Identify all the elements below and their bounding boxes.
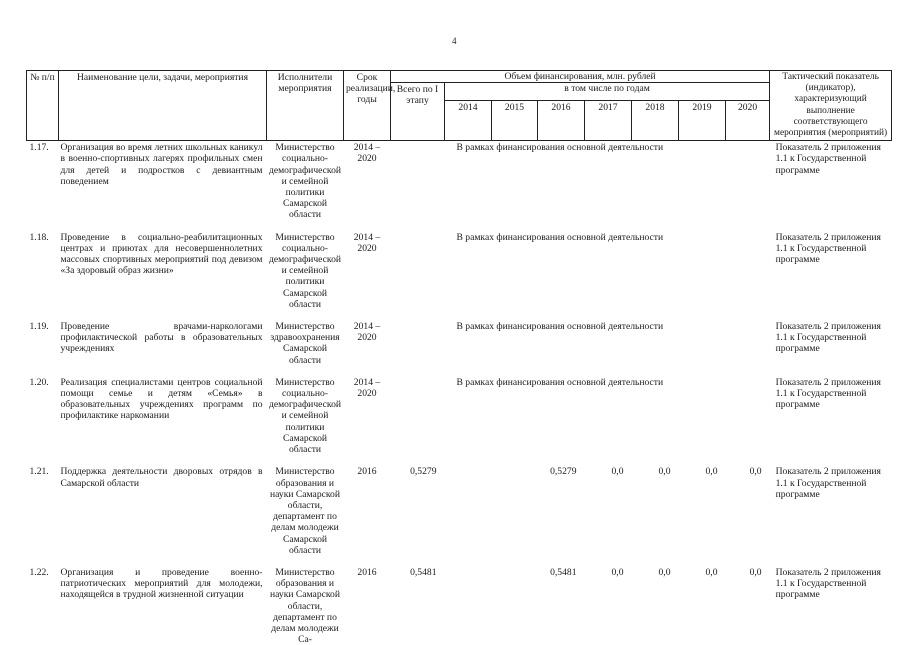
row-year-value xyxy=(445,566,492,645)
row-term: 2016 xyxy=(357,466,377,478)
table-row xyxy=(27,231,892,320)
row-year-value: 0,5279 xyxy=(550,466,577,478)
row-year-value: 0,0 xyxy=(705,466,718,478)
row-financing-note: В рамках финансирования основной деятельности xyxy=(456,321,664,333)
col-byyear-header: в том числе по годам xyxy=(445,83,770,101)
row-number: 1.17. xyxy=(29,142,49,154)
table-row xyxy=(27,376,892,465)
year-header: 2019 xyxy=(679,101,726,141)
page-number: 4 xyxy=(452,36,457,46)
row-term: 2014 – 2020 xyxy=(353,231,381,254)
table-row xyxy=(27,141,892,231)
row-number: 1.20. xyxy=(29,376,49,388)
row-name: Проведение в социально-реабилитационных центрах и приютах для несовершеннолетних массовых спортивных мероприятий под девизом «За здоровый образ жизни» xyxy=(60,231,263,277)
row-executor: Министерство социально-демографической и семейной политики Самарской области xyxy=(268,231,342,310)
row-financing-note: В рамках финансирования основной деятельности xyxy=(456,376,664,388)
row-executor: Министерство социально-демографической и семейной политики Самарской области xyxy=(268,142,342,221)
row-year-value: 0,0 xyxy=(749,566,762,578)
col-term-header: Срок реализации, годы xyxy=(344,71,391,141)
table-row xyxy=(27,320,892,376)
year-header: 2015 xyxy=(492,101,538,141)
row-term: 2014 – 2020 xyxy=(353,321,381,344)
program-table xyxy=(26,70,892,645)
row-executor: Министерство образования и науки Самарской области, департамент по делам молодежи Самарской области xyxy=(270,466,340,556)
row-executor: Министерство здравоохранения Самарской области xyxy=(270,321,340,366)
row-financing-note: В рамках финансирования основной деятельности xyxy=(456,142,664,154)
year-header: 2018 xyxy=(632,101,679,141)
col-executor-header: Исполнители мероприятия xyxy=(267,71,344,141)
row-term: 2016 xyxy=(357,566,377,578)
row-indicator: Показатель 2 приложения 1.1 к Государственной программе xyxy=(775,231,881,266)
year-header: 2017 xyxy=(585,101,632,141)
row-indicator: Показатель 2 приложения 1.1 к Государственной программе xyxy=(775,142,881,176)
year-header: 2014 xyxy=(445,101,492,141)
row-year-value: 0,0 xyxy=(749,466,762,478)
table-row xyxy=(27,566,892,645)
row-indicator: Показатель 2 приложения 1.1 к Государственной программе xyxy=(775,376,881,411)
col-number-header: № п/п xyxy=(27,71,59,141)
row-number: 1.19. xyxy=(29,321,49,333)
row-term: 2014 – 2020 xyxy=(353,376,381,400)
col-financing-header: Объем финансирования, млн. рублей xyxy=(391,71,770,83)
row-executor: Министерство социально-демографической и семейной политики Самарской области xyxy=(268,376,342,456)
row-year-value xyxy=(492,566,538,645)
row-year-value xyxy=(492,465,538,566)
row-indicator: Показатель 2 приложения 1.1 к Государственной программе xyxy=(775,566,881,601)
row-financing-note: В рамках финансирования основной деятельности xyxy=(456,231,664,243)
row-number: 1.22. xyxy=(29,566,49,578)
table-row xyxy=(27,465,892,566)
row-number: 1.18. xyxy=(29,231,49,243)
col-indicator-header: Тактический показатель (индикатор), характеризующий выполнение соответствующего мероприятия (мероприятий) xyxy=(770,71,892,141)
row-total: 0,5279 xyxy=(410,466,437,478)
row-year-value: 0,5481 xyxy=(550,566,577,578)
row-number: 1.21. xyxy=(29,466,49,478)
row-indicator: Показатель 2 приложения 1.1 к Государственной программе xyxy=(775,321,881,355)
row-name: Организация и проведение военно-патриотических мероприятий для молодежи, находящейся в трудной жизненной ситуации xyxy=(60,566,263,601)
row-term: 2014 – 2020 xyxy=(353,142,381,165)
row-name: Проведение врачами-наркологами профилактической работы в образовательных учреждениях xyxy=(60,321,263,355)
year-header: 2016 xyxy=(538,101,585,141)
row-year-value: 0,0 xyxy=(658,566,671,578)
col-name-header: Наименование цели, задачи, мероприятия xyxy=(59,71,267,141)
row-year-value: 0,0 xyxy=(705,566,718,578)
row-name: Поддержка деятельности дворовых отрядов в Самарской области xyxy=(60,466,263,489)
year-header: 2020 xyxy=(726,101,770,141)
row-indicator: Показатель 2 приложения 1.1 к Государственной программе xyxy=(775,466,881,500)
row-year-value: 0,0 xyxy=(658,466,671,478)
row-total: 0,5481 xyxy=(410,566,437,578)
row-name: Организация во время летних школьных каникул в военно-спортивных лагерях профильных смен для детей и подростков с девиантным поведением xyxy=(60,142,263,187)
row-executor: Министерство образования и науки Самарской области, департамент по делам молодежи Са- xyxy=(270,566,340,645)
row-name: Реализация специалистами центров социальной помощи семье и детям «Семья» в образовательных учреждениях программ по профилактике наркомании xyxy=(60,376,263,422)
col-total-header: Всего по I этапу xyxy=(391,83,445,141)
row-year-value xyxy=(445,465,492,566)
row-year-value: 0,0 xyxy=(611,466,624,478)
row-year-value: 0,0 xyxy=(611,566,624,578)
